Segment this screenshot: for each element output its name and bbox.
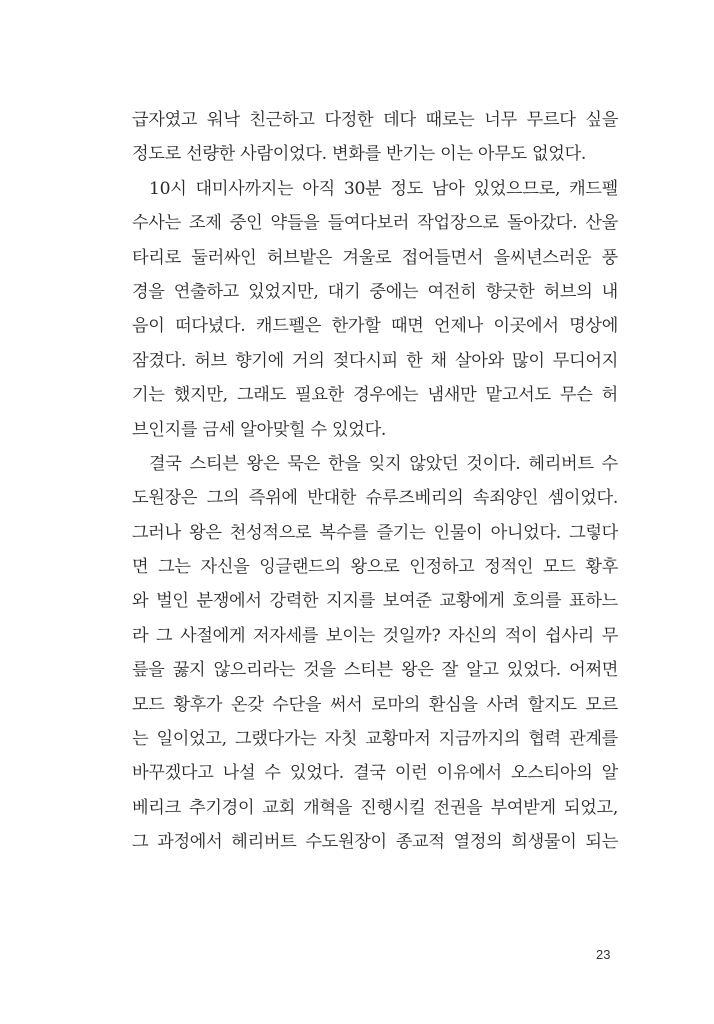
text-line: 모드 황후가 온갖 수단을 써서 로마의 환심을 사려 할지도 모르	[132, 694, 618, 715]
text-line: 수사는 조제 중인 약들을 들여다보러 작업장으로 돌아갔다. 산울	[132, 213, 618, 234]
text-line: 베리크 추기경이 교회 개혁을 진행시킬 전권을 부여받게 되었고,	[132, 797, 618, 818]
text-line: 는 일이었고, 그랬다가는 자칫 교황마저 지금까지의 협력 관계를	[132, 729, 618, 750]
page-number: 23	[596, 947, 611, 962]
text-line: 브인지를 금세 알아맞힐 수 있었다.	[132, 419, 387, 440]
text-line: 기는 했지만, 그래도 필요한 경우에는 냄새만 맡고서도 무슨 허	[132, 385, 618, 406]
text-line: 와 벌인 분쟁에서 강력한 지지를 보여준 교황에게 호의를 표하느	[132, 591, 618, 612]
text-line: 그 과정에서 헤리버트 수도원장이 종교적 열정의 희생물이 되는	[132, 832, 618, 853]
text-line: 라 그 사절에게 저자세를 보이는 것일까? 자신의 적이 쉽사리 무	[132, 625, 618, 646]
text-line: 경을 연출하고 있었지만, 대기 중에는 여전히 향긋한 허브의 내	[132, 281, 618, 302]
text-line: 정도로 선량한 사람이었다. 변화를 반기는 이는 아무도 없었다.	[132, 144, 587, 165]
text-line: 타리로 둘러싸인 허브밭은 겨울로 접어들면서 을씨년스러운 풍	[132, 247, 618, 268]
text-line: 음이 떠다녔다. 캐드펠은 한가할 때면 언제나 이곳에서 명상에	[132, 316, 618, 337]
text-line: 바꾸겠다고 나설 수 있었다. 결국 이런 이유에서 오스티아의 알	[132, 763, 618, 784]
text-line: 10시 대미사까지는 아직 30분 정도 남아 있었으므로, 캐드펠	[149, 178, 618, 199]
body-text	[132, 103, 618, 860]
text-line: 면 그는 자신을 잉글랜드의 왕으로 인정하고 정적인 모드 황후	[132, 557, 618, 578]
text-line: 릎을 꿇지 않으리라는 것을 스티븐 왕은 잘 알고 있었다. 어쩌면	[132, 660, 618, 681]
text-line: 급자였고 워낙 친근하고 다정한 데다 때로는 너무 무르다 싶을	[132, 110, 618, 130]
text-line: 결국 스티븐 왕은 묵은 한을 잊지 않았던 것이다. 헤리버트 수	[149, 453, 618, 474]
text-line: 그러나 왕은 천성적으로 복수를 즐기는 인물이 아니었다. 그렇다	[132, 522, 618, 543]
text-line: 도원장은 그의 즉위에 반대한 슈루즈베리의 속죄양인 셈이었다.	[132, 488, 618, 509]
text-line: 잠겼다. 허브 향기에 거의 젖다시피 한 채 살아와 많이 무디어지	[132, 350, 618, 371]
